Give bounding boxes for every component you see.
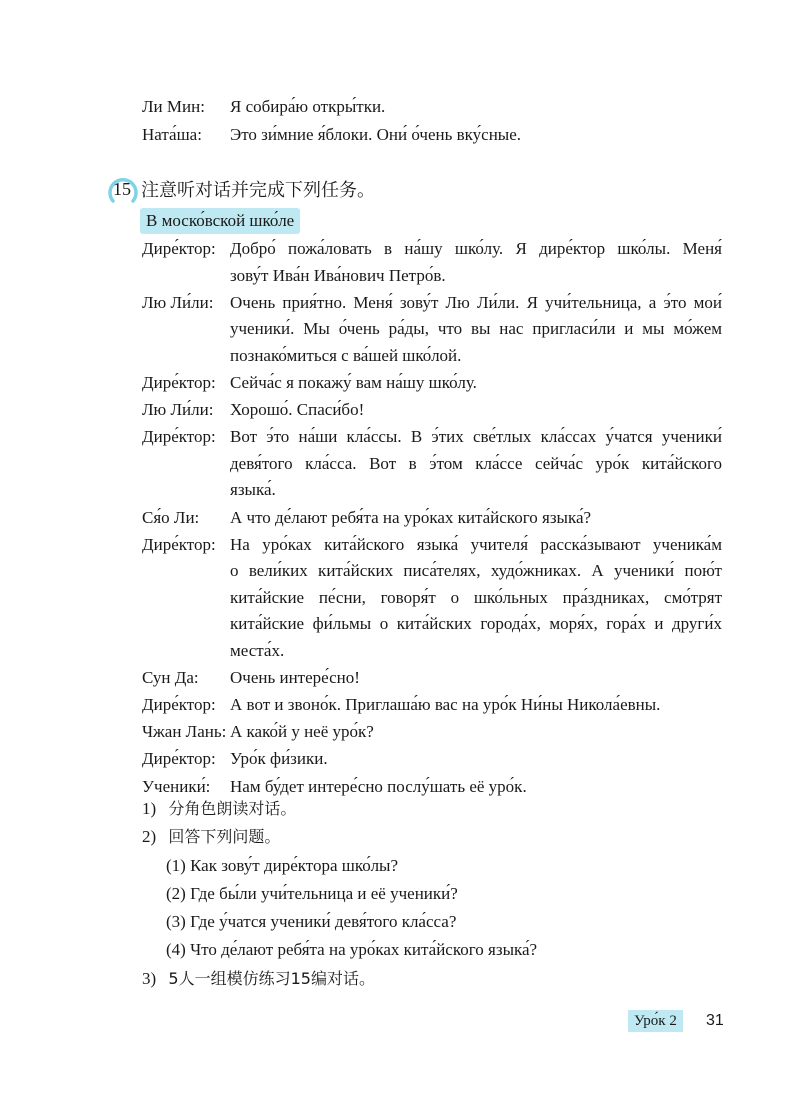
- dialogue-line: языка́.: [230, 480, 276, 500]
- task-item-text: 回答下列问题。: [168, 827, 281, 846]
- speaker: Ученики́:: [142, 776, 211, 796]
- speaker: Дире́ктор:: [142, 373, 216, 392]
- speaker: Лю Ли́ли:: [142, 400, 214, 420]
- dialogue-line: ученики́. Мы о́чень ра́ды, что вы нас пригласи́ли и мы мо́жем: [230, 319, 722, 339]
- speaker: Дире́ктор:: [142, 427, 216, 447]
- task-item: [142, 966, 375, 992]
- dialogue-line: Вот э́то на́ши кла́ссы. В э́тих све́тлых кла́ссах у́чатся ученики́: [230, 427, 722, 447]
- dialogue-line: кита́йские фи́льмы о кита́йских города́х, моря́х, гора́х и други́х: [230, 614, 722, 634]
- page-number: 31: [706, 1012, 724, 1029]
- speaker: Ся́о Ли:: [142, 507, 200, 527]
- speaker: Лю Ли́ли:: [142, 292, 214, 312]
- task-number-badge: [107, 175, 139, 207]
- speaker: Дире́ктор:: [142, 239, 216, 258]
- dialogue-line: места́х.: [230, 641, 285, 660]
- dialogue-line: Нам бу́дет интере́сно послу́шать её уро́к.: [230, 776, 527, 796]
- dialogue-subtitle: В моско́вской шко́ле: [140, 208, 300, 234]
- speaker: Сун Да:: [142, 668, 199, 688]
- dialogue-line: зову́т Ива́н Ива́нович Петро́в.: [230, 265, 446, 285]
- task-item: [142, 796, 296, 822]
- question: (3) Где у́чатся ученики́ девя́того кла́сса?: [166, 912, 457, 931]
- question: (1) Как зову́т дире́ктора шко́лы?: [166, 856, 399, 875]
- intro-line: [142, 94, 722, 120]
- dialogue-line: На уро́ках кита́йского языка́ учителя́ расска́зывают ученика́м: [230, 534, 722, 554]
- speaker: Дире́ктор:: [142, 534, 216, 554]
- dialogue-line: Хорошо́. Спаси́бо!: [230, 400, 365, 420]
- dialogue-line: познако́миться с ва́шей шко́лой.: [230, 345, 462, 365]
- speaker: Ната́ша:: [142, 125, 202, 144]
- dialogue-line: Уро́к фи́зики.: [230, 749, 328, 769]
- dialogue-line: А что де́лают ребя́та на уро́ках кита́йского языка́?: [230, 507, 592, 527]
- task-item-number: 1): [142, 799, 157, 818]
- question: (4) Что де́лают ребя́та на уро́ках кита́йского языка́?: [166, 940, 538, 959]
- dialogue-line: А како́й у неё уро́к?: [230, 722, 374, 742]
- task-item-text: 分角色朗读对话。: [168, 799, 297, 818]
- speaker: Ли Мин:: [142, 97, 205, 116]
- line-text: Это зи́мние я́блоки. Они́ о́чень вку́сные.: [230, 125, 522, 144]
- task-item-text: 5人一组模仿练习15编对话。: [168, 969, 375, 988]
- dialogue-line: Добро́ пожа́ловать в на́шу шко́лу. Я дире́ктор шко́лы. Меня́: [230, 239, 722, 258]
- speaker: Чжан Лань:: [142, 722, 227, 742]
- task-number: 15: [113, 179, 131, 199]
- dialogue-line: Сейча́с я покажу́ вам на́шу шко́лу.: [230, 373, 477, 392]
- dialogue-line: Очень интере́сно!: [230, 668, 360, 688]
- lesson-label: Уро́к 2: [628, 1010, 683, 1032]
- dialogue-line: о вели́ких кита́йских писа́телях, худо́жниках. А ученики́ пою́т: [230, 561, 722, 581]
- task-item-number: 2): [142, 827, 157, 846]
- task-title: 注意听对话并完成下列任务。: [141, 180, 375, 201]
- question: (2) Где бы́ли учи́тельница и её ученики́?: [166, 884, 458, 903]
- speaker: Дире́ктор:: [142, 749, 216, 769]
- intro-line: [142, 122, 722, 148]
- dialogue-line: кита́йские пе́сни, говоря́т о шко́льных пра́здниках, смо́трят: [230, 587, 722, 607]
- dialogue-line: девя́того кла́сса. Вот в э́том кла́ссе сейча́с уро́к кита́йского: [230, 453, 722, 473]
- task-item-number: 3): [142, 969, 157, 988]
- dialogue-line: Очень прия́тно. Меня́ зову́т Лю Ли́ли. Я учи́тельница, а э́то мои́: [230, 292, 722, 312]
- dialogue-line: А вот и звоно́к. Приглаша́ю вас на уро́к Ни́ны Никола́евны.: [230, 695, 661, 715]
- task-item: [142, 824, 280, 850]
- speaker: Дире́ктор:: [142, 695, 216, 715]
- line-text: Я собира́ю откры́тки.: [230, 97, 386, 116]
